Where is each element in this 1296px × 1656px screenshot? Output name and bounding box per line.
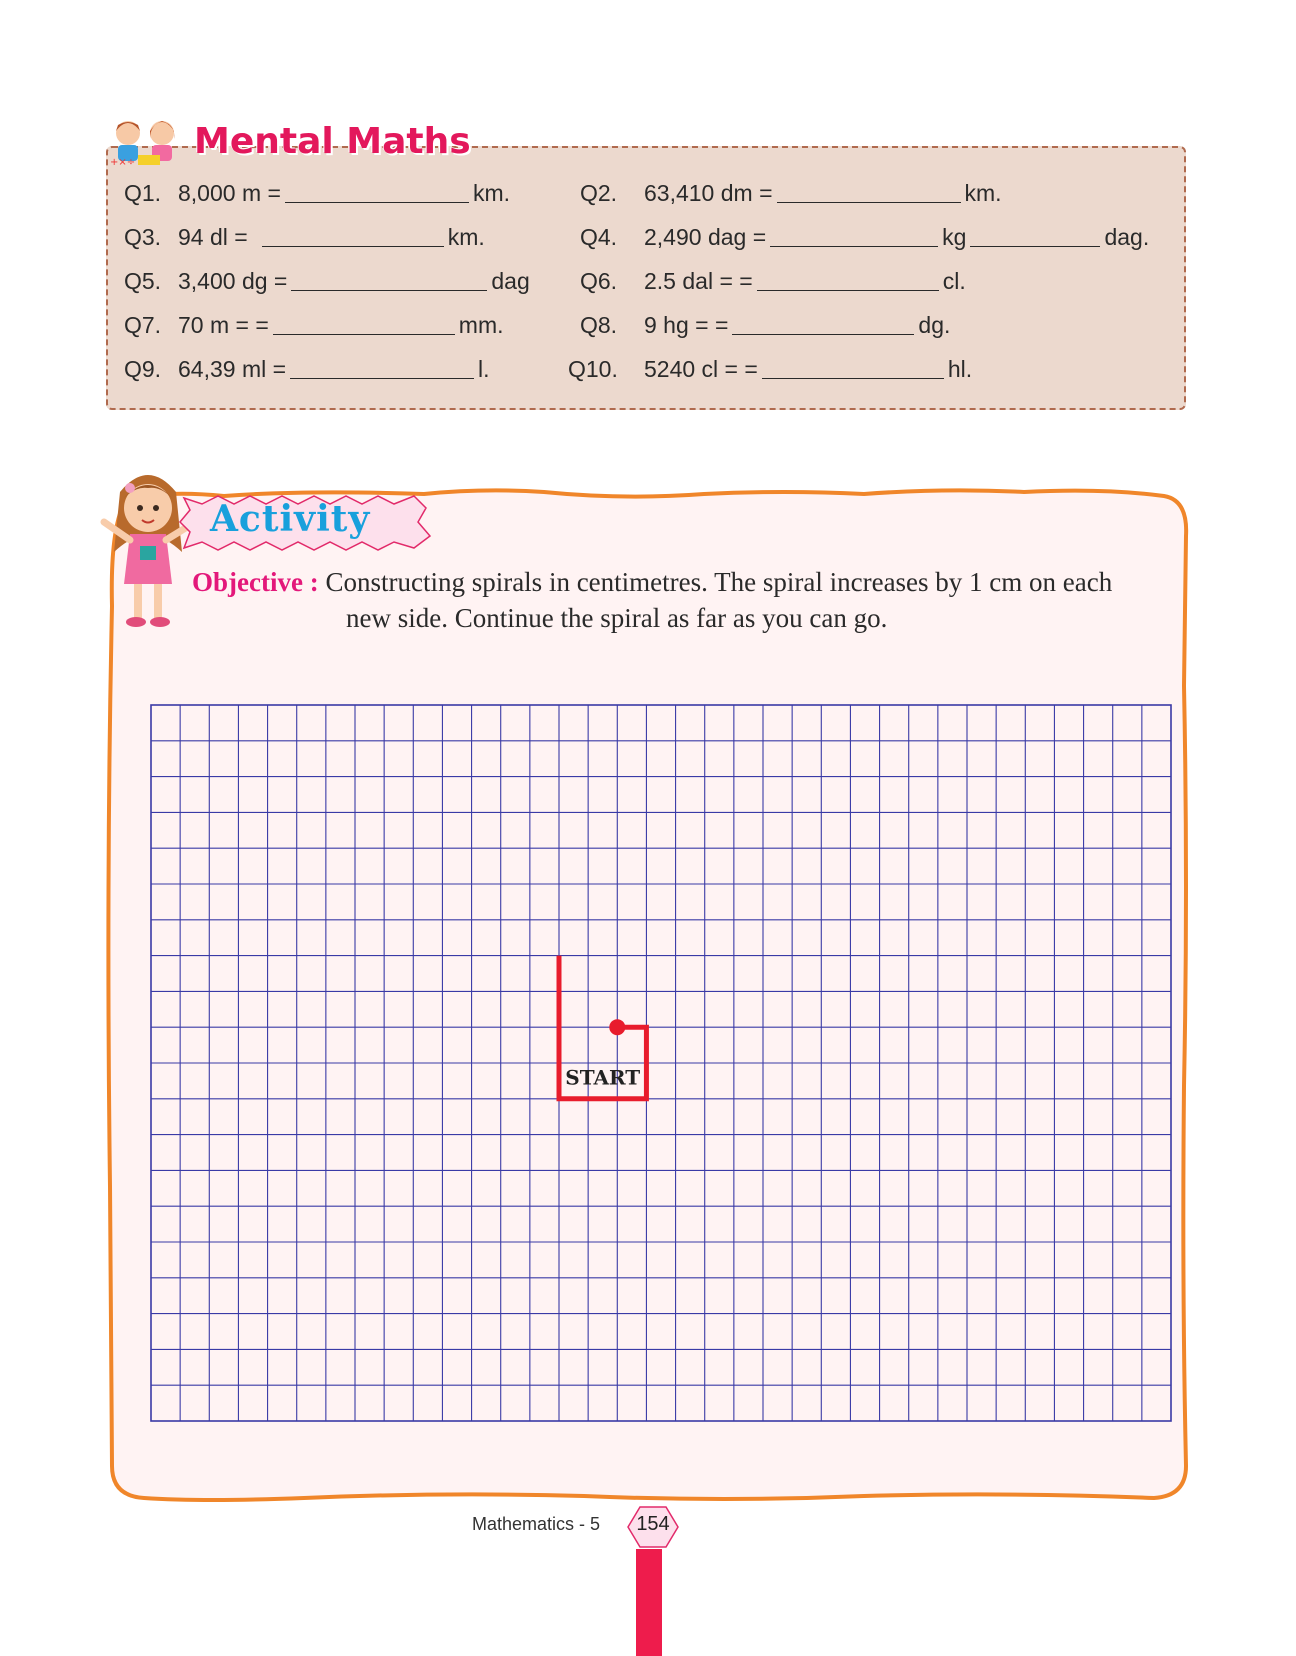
question-number: Q4. [580,224,618,250]
question-q2 [580,180,1002,207]
question-number: Q5. [124,268,162,294]
question-number: Q10. [568,356,618,382]
question-unit: mm. [458,312,504,338]
question-unit: dag [491,268,530,294]
answer-blank[interactable] [262,245,444,247]
question-number: Q8. [580,312,618,338]
question-text: 3,400 dg = [178,268,288,294]
question-unit: l. [478,356,490,382]
start-label: START [565,1065,641,1090]
question-q6 [580,268,966,295]
question-text: 5240 cl = = [644,356,758,382]
question-unit: dg. [918,312,951,338]
question-unit: cl. [942,268,966,294]
question-text: 8,000 m = [178,180,281,206]
page-accent-bar [636,1549,662,1656]
question-q5 [124,268,530,295]
question-text: 2.5 dal = = [644,268,753,294]
question-number: Q2. [580,180,618,206]
answer-blank[interactable] [970,245,1100,247]
page-number: 154 [636,1513,670,1535]
question-unit: kg [942,224,967,250]
mental-maths-title: Mental Maths [194,120,471,162]
question-q4 [580,224,1149,251]
question-text: 64,39 ml = [178,356,287,382]
question-q3 [124,224,485,251]
question-text: 2,490 dag = [644,224,767,250]
question-unit: dag. [1104,224,1150,250]
question-text: 70 m = = [178,312,269,338]
objective-line-2: new side. Continue the spiral as far as you can go. [346,603,888,633]
mental-maths-header [108,112,471,170]
answer-blank[interactable] [273,333,455,335]
question-unit: km. [447,224,485,250]
question-unit: km. [472,180,510,206]
answer-blank[interactable] [770,245,938,247]
question-q10 [568,356,972,383]
question-number: Q7. [124,312,162,338]
question-unit: km. [964,180,1002,206]
activity-title: Activity [210,498,371,540]
question-number: Q9. [124,356,162,382]
activity-objective [192,564,1192,636]
question-text: 94 dl = [178,224,248,250]
answer-blank[interactable] [757,289,939,291]
svg-text:+×÷: +×÷ [110,157,136,168]
question-q7 [124,312,504,339]
answer-blank[interactable] [285,201,469,203]
kids-illustration-icon [108,113,188,169]
footer-subject: Mathematics - 5 [472,1514,601,1534]
question-number: Q1. [124,180,162,206]
answer-blank[interactable] [290,377,474,379]
answer-blank[interactable] [762,377,944,379]
objective-line-1: Constructing spirals in centimetres. The spiral increases by 1 cm on each [325,567,1113,597]
question-q9 [124,356,490,383]
question-text: 9 hg = = [644,312,729,338]
question-q1 [124,180,510,207]
question-number: Q3. [124,224,162,250]
answer-blank[interactable] [291,289,487,291]
answer-blank[interactable] [732,333,914,335]
question-text: 63,410 dm = [644,180,773,206]
spiral-start-dot [609,1019,625,1035]
question-q8 [580,312,950,339]
objective-label: Objective : [192,567,319,597]
question-number: Q6. [580,268,618,294]
spiral-grid[interactable] [150,704,1172,1422]
answer-blank[interactable] [777,201,961,203]
question-unit: hl. [947,356,973,382]
